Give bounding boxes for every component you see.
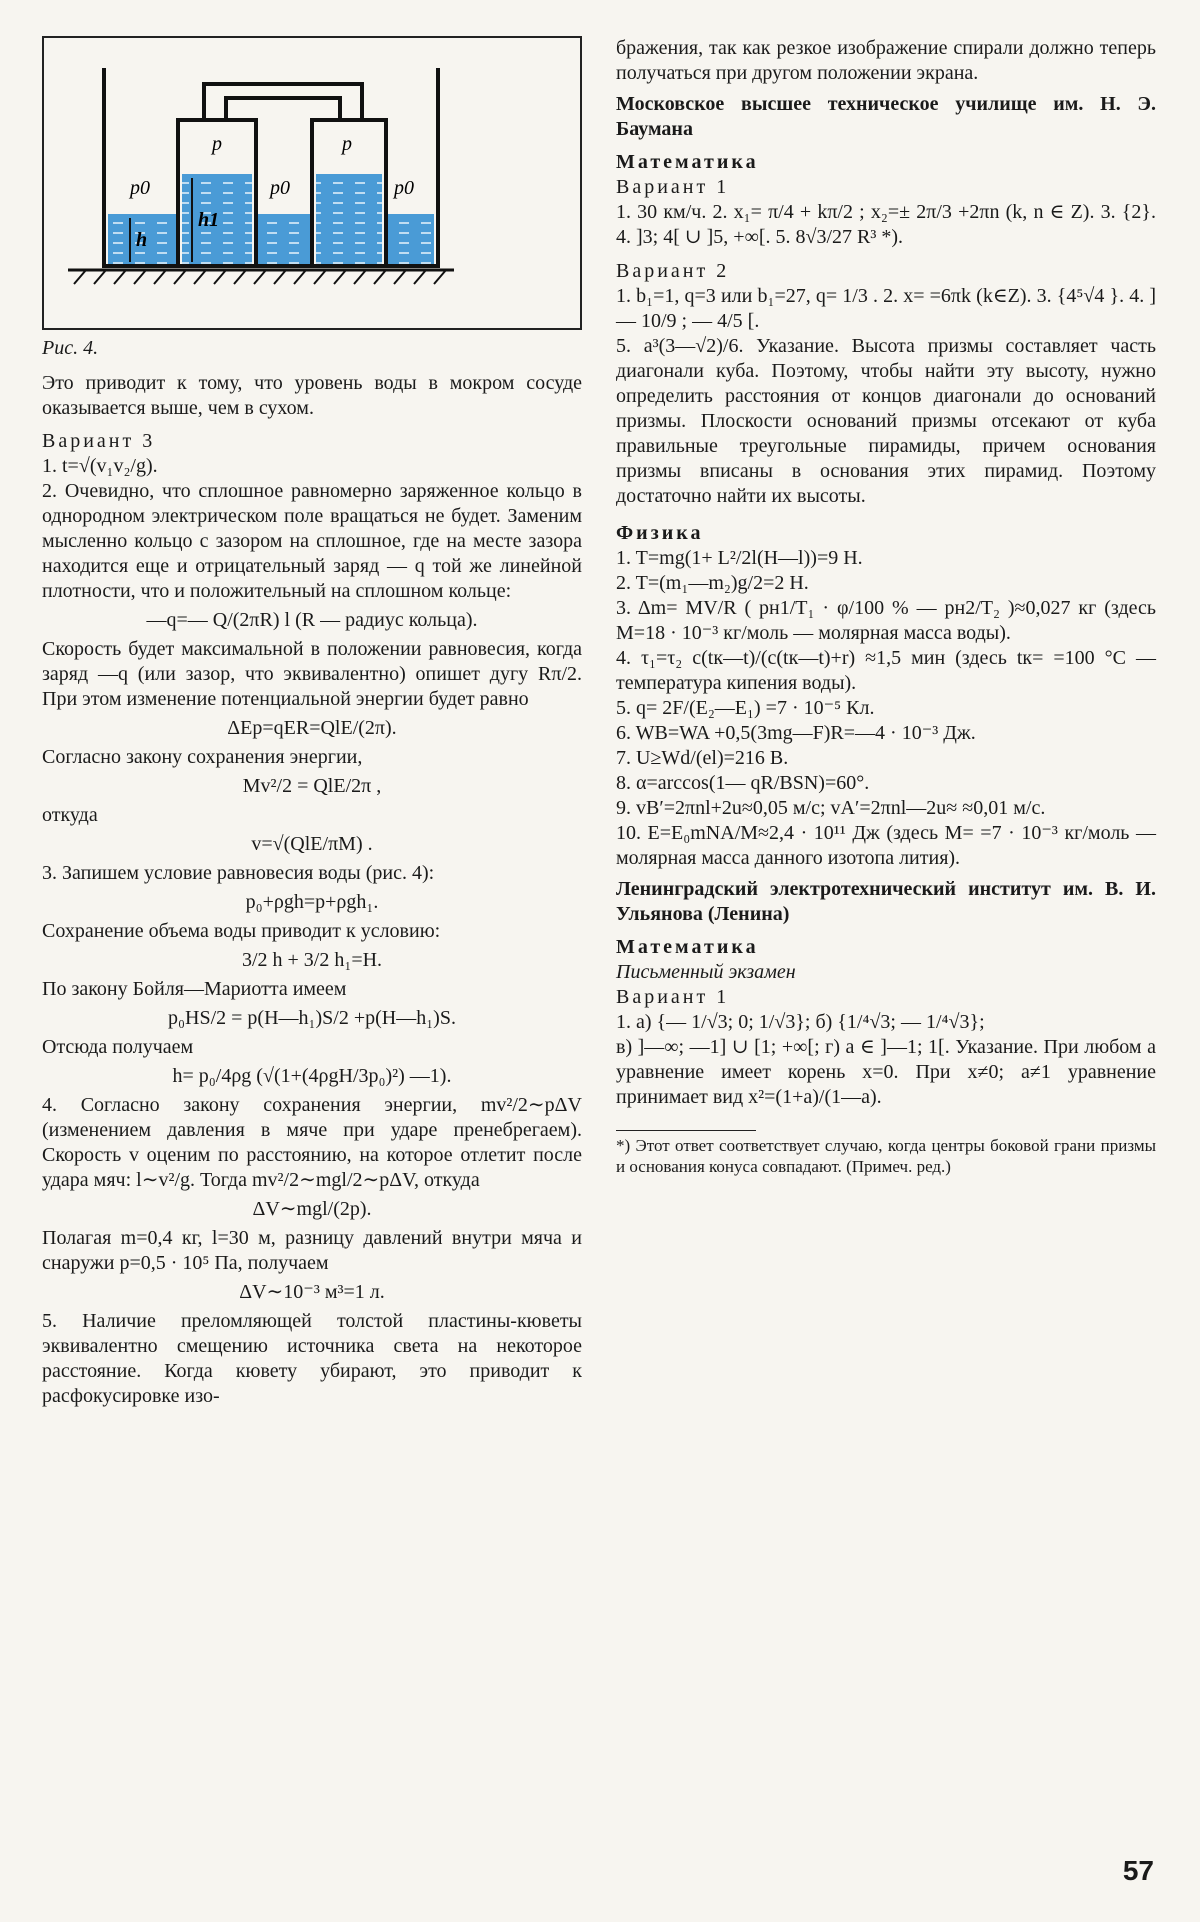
answer-4: 4. Согласно закону сохранения энергии, mv²/2∼pΔV (изменением давления в мяче при ударе пренебрегаем). Скорость v оценим по расстоянию, на которое отлетит после удара мяч: l∼v²/g. Тогда mv²/2∼mgl/2∼pΔV, откуда (42, 1094, 582, 1191)
answer-5: 5. Наличие преломляющей толстой пластины-кюветы эквивалентно смещению источника света на некоторое расстояние. Когда кювету убирают, это приводит к расфокусировке изо- (42, 1310, 582, 1407)
physics-answer-10: 10. E=E₀mNA/M≈2,4 · 10¹¹ Дж (здесь M= =7 · 10⁻³ кг/моль — молярная масса данного изотопа лития). (616, 822, 1156, 869)
footnote-divider (616, 1130, 756, 1131)
physics-answer-9: 9. vB′=2πnl+2u≈0,05 м/с; vA′=2πnl—2u≈ ≈0,01 м/с. (616, 797, 1046, 819)
label-p0-2: p0 (270, 177, 290, 199)
right-paragraph-1: бражения, так как резкое изображение спирали должно теперь получаться при другом положении экрана. (616, 37, 1156, 84)
equation-equilibrium: p₀+ρgh=p+ρgh₁. (245, 891, 379, 913)
physics-answer-3: 3. Δm= MV/R ( pн1/T₁ · φ/100 % — pн2/T₂ )≈0,027 кг (здесь M=18 · 10⁻³ кг/моль — молярная масса воды). (616, 597, 1156, 644)
exam-answer-1: 1. а) {— 1/√3; 0; 1/√3}; б) {1/⁴√3; — 1/⁴√3}; (616, 1011, 985, 1033)
answer-1: 1. t=√(v₁v₂/g). (42, 455, 158, 477)
label-h1: h1 (198, 209, 220, 231)
right-column (616, 36, 1156, 1177)
left-paragraph-7: Отсюда получаем (42, 1036, 194, 1058)
equation-delta-v-value: ΔV∼10⁻³ м³=1 л. (239, 1281, 385, 1303)
physics-answer-2: 2. T=(m₁—m₂)g/2=2 Н. (616, 572, 809, 594)
variant-1b-heading: Вариант 1 (616, 986, 730, 1008)
answer-3: 3. Запишем условие равновесия воды (рис. 4): (42, 862, 435, 884)
label-p0-3: p0 (394, 177, 414, 199)
institution-bauman: Московское высшее техническое училище им. Н. Э. Баумана (616, 93, 1156, 140)
variant-3-heading: Вариант 3 (42, 430, 156, 452)
equation-energy-balance: Mv²/2 = QlE/2π , (242, 775, 382, 797)
equation-charge: —q=— Q/(2πR) l (R — радиус кольца). (146, 609, 478, 631)
label-h: h (136, 229, 148, 251)
figure-4 (42, 36, 582, 330)
left-paragraph-4: откуда (42, 804, 98, 826)
left-column (42, 36, 582, 1409)
vessels-diagram (44, 38, 580, 328)
physics-answer-7: 7. U≥Wd/(el)=216 В. (616, 747, 789, 769)
figure-caption: Рис. 4. (42, 337, 99, 359)
equation-boyle: p₀HS/2 = p(H—h₁)S/2 +p(H—h₁)S. (168, 1007, 456, 1029)
page-number: 57 (1122, 1855, 1154, 1886)
left-paragraph-2: Скорость будет максимальной в положении равновесия, когда заряд —q (или зазор, что эквивалентно) опишет дугу Rπ/2. При этом изменение потенциальной энергии будет равно (42, 638, 582, 710)
water-chamber-2 (316, 174, 382, 264)
label-p-2: p (342, 133, 352, 155)
variant-1-heading: Вариант 1 (616, 176, 730, 198)
physics-answer-8: 8. α=arccos(1— qR/BSN)=60°. (616, 772, 870, 794)
physics-answer-6: 6. WB=WA +0,5(3mg—F)R=—4 · 10⁻³ Дж. (616, 722, 976, 744)
equation-delta-v: ΔV∼mgl/(2p). (252, 1198, 372, 1220)
water-middle (258, 214, 310, 264)
left-paragraph-3: Согласно закону сохранения энергии, (42, 746, 363, 768)
exam-answer-1-continued: в) ]—∞; —1] ∪ [1; +∞[; г) a ∈ ]—1; 1[. Указание. При любом a уравнение имеет корень x=0. При x≠0; a≠1 уравнение принимает вид x²=(1+a)/(1—a). (616, 1036, 1156, 1108)
physics-answer-5: 5. q= 2F/(E₂—E₁) =7 · 10⁻⁵ Кл. (616, 697, 875, 719)
equation-potential-energy: ΔEp=qER=QlE/(2π). (227, 717, 397, 739)
physics-answer-4: 4. τ₁=τ₂ c(tк—t)/(c(tк—t)+r) ≈1,5 мин (здесь tк= =100 °С — температура кипения воды). (616, 647, 1156, 694)
left-paragraph-8: Полагая m=0,4 кг, l=30 м, разницу давлений внутри мяча и снаружи p=0,5 · 10⁵ Па, получаем (42, 1227, 582, 1274)
left-paragraph-1: Это приводит к тому, что уровень воды в мокром сосуде оказывается выше, чем в сухом. (42, 372, 582, 419)
math-heading-2: Математика (616, 936, 759, 958)
left-paragraph-5: Сохранение объема воды приводит к условию: (42, 920, 441, 942)
equation-volume: 3/2 h + 3/2 h₁=H. (241, 949, 383, 971)
math-variant-2-answers: 1. b₁=1, q=3 или b₁=27, q= 1/3 . 2. x= =6πk (k∈Z). 3. {4⁵√4 }. 4. ]— 10/9 ; — 4/5 [. (616, 285, 1156, 332)
written-exam-heading: Письменный экзамен (616, 961, 796, 983)
answer-2: 2. Очевидно, что сплошное равномерно заряженное кольцо в однородном электрическом поле вращаться не будет. Заменим мысленно кольцо с зазором на сплошное, где на месте зазора находится еще и отрицательный заряд — q той же линейной плотности, что и положительный на сплошном кольце: (42, 480, 582, 602)
variant-2-heading: Вариант 2 (616, 260, 730, 282)
equation-h: h= p₀/4ρg (√(1+(4ρgH/3p₀)²) —1). (172, 1065, 452, 1087)
math-heading: Математика (616, 151, 759, 173)
physics-answer-1: 1. T=mg(1+ L²/2l(H—l))=9 Н. (616, 547, 863, 569)
institution-leti: Ленинградский электротехнический институт им. В. И. Ульянова (Ленина) (616, 878, 1156, 925)
math-variant-1-answers: 1. 30 км/ч. 2. x₁= π/4 + kπ/2 ; x₂=± 2π/3 +2πn (k, n ∈ Z). 3. {2}. 4. ]3; 4[ ∪ ]5, +∞[. 5. 8√3/27 R³ *). (616, 201, 1156, 248)
label-p0-1: p0 (130, 177, 150, 199)
math-variant-2-answer-5: 5. a³(3—√2)/6. Указание. Высота призмы составляет часть диагонали куба. Поэтому, чтобы найти эту высоту, нужно определить расстояния от концов диагонали до оснований призмы. Плоскости оснований призмы отсекают от куба правильные треугольные пирамиды, причем основания призмы вписаны в основания этих пирамид. Поэтому достаточно найти их высоты. (616, 335, 1156, 507)
footnote: *) Этот ответ соответствует случаю, когда центры боковой грани призмы и основания конуса совпадают. (Примеч. ред.) (616, 1136, 1156, 1176)
water-right (388, 214, 434, 264)
equation-velocity: v=√(QlE/πM) . (251, 833, 373, 855)
left-paragraph-6: По закону Бойля—Мариотта имеем (42, 978, 347, 1000)
label-p-1: p (212, 133, 222, 155)
physics-heading: Физика (616, 522, 704, 544)
